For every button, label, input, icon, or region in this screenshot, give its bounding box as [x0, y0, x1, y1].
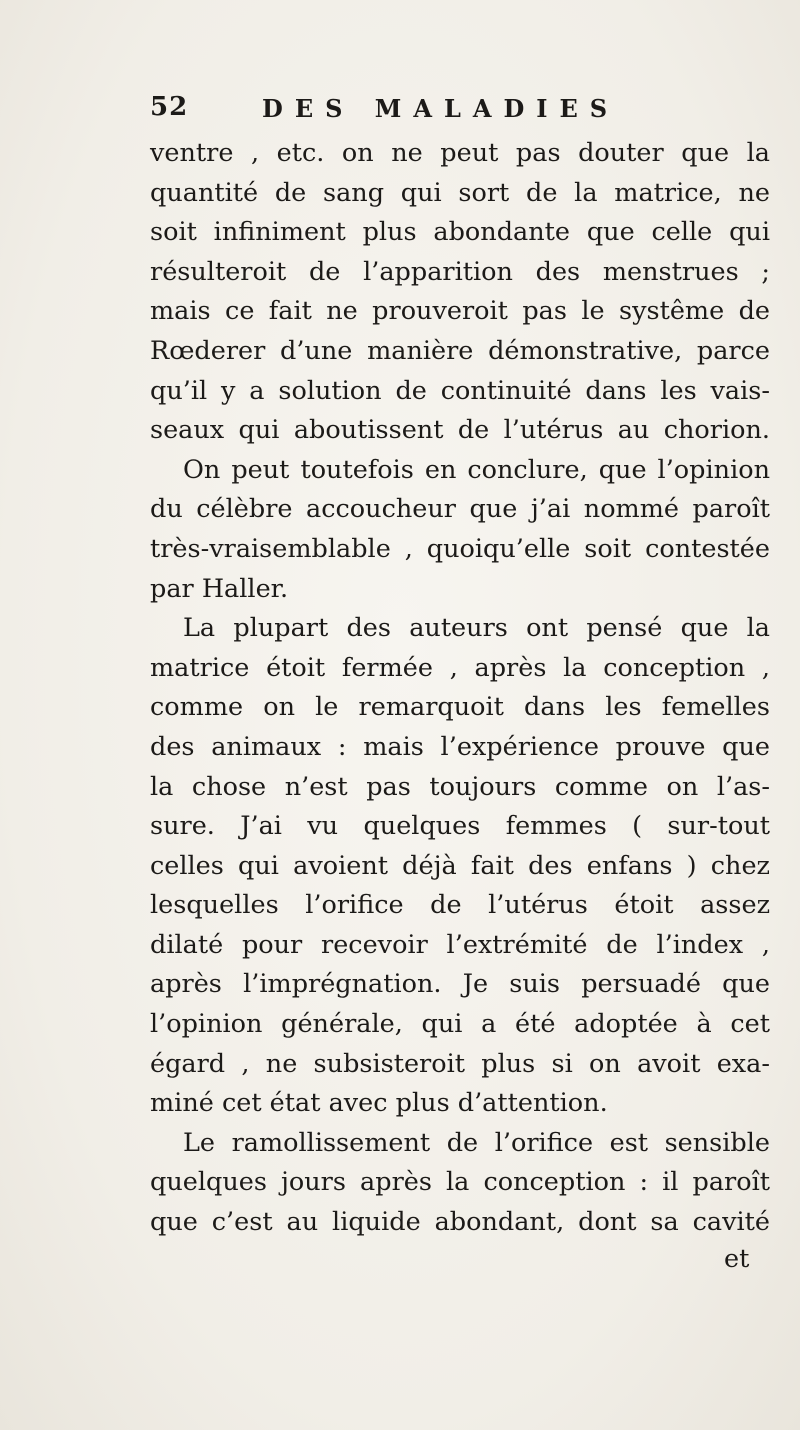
text-line: seaux qui aboutissent de l’utérus au chorion. — [150, 415, 770, 446]
text-line: la chose n’est pas toujours comme on l’as- — [150, 771, 770, 802]
text-line: égard , ne subsisteroit plus si on avoit exa- — [150, 1048, 770, 1079]
text-line: mais ce fait ne prouveroit pas le systême de — [150, 296, 770, 327]
text-line: qu’il y a solution de continuité dans les vais- — [150, 375, 770, 406]
text-line: quelques jours après la conception : il paroît — [150, 1167, 770, 1198]
running-head: DES MALADIES — [262, 94, 620, 123]
page-number: 52 — [150, 92, 189, 122]
text-line: résulteroit de l’apparition des menstrues ; — [150, 256, 770, 287]
text-line: lesquelles l’orifice de l’utérus étoit assez — [150, 890, 770, 921]
text-line: après l’imprégnation. Je suis persuadé que — [150, 969, 770, 1000]
text-line: des animaux : mais l’expérience prouve que — [150, 731, 770, 762]
text-line: celles qui avoient déjà fait des enfans ) chez — [150, 850, 770, 881]
text-line: On peut toutefois en conclure, que l’opinion — [183, 454, 770, 485]
text-line: La plupart des auteurs ont pensé que la — [183, 613, 770, 644]
text-line: matrice étoit fermée , après la conception , — [150, 652, 770, 683]
body-text — [150, 134, 770, 1243]
text-line: Rœderer d’une manière démonstrative, parce — [150, 335, 770, 366]
text-line: dilaté pour recevoir l’extrémité de l’index , — [150, 929, 770, 960]
text-line: Le ramollissement de l’orifice est sensible — [183, 1127, 770, 1158]
text-line: que c’est au liquide abondant, dont sa cavité — [150, 1207, 770, 1238]
text-line: par Haller. — [150, 573, 289, 604]
page-header — [150, 92, 770, 132]
text-line: l’opinion générale, qui a été adoptée à cet — [150, 1009, 770, 1040]
text-line: ventre , etc. on ne peut pas douter que la — [150, 138, 770, 168]
text-line: du célèbre accoucheur que j’ai nommé paroît — [150, 494, 770, 525]
catchword: et — [724, 1244, 750, 1274]
text-line: très-vraisemblable , quoiqu’elle soit contestée — [150, 533, 770, 564]
text-line: miné cet état avec plus d’attention. — [150, 1088, 608, 1119]
text-line: sure. J’ai vu quelques femmes ( sur-tout — [150, 811, 770, 842]
text-line: comme on le remarquoit dans les femelles — [150, 692, 770, 723]
text-line: quantité de sang qui sort de la matrice, ne — [150, 177, 770, 208]
text-line: soit infiniment plus abondante que celle qui — [150, 217, 770, 248]
